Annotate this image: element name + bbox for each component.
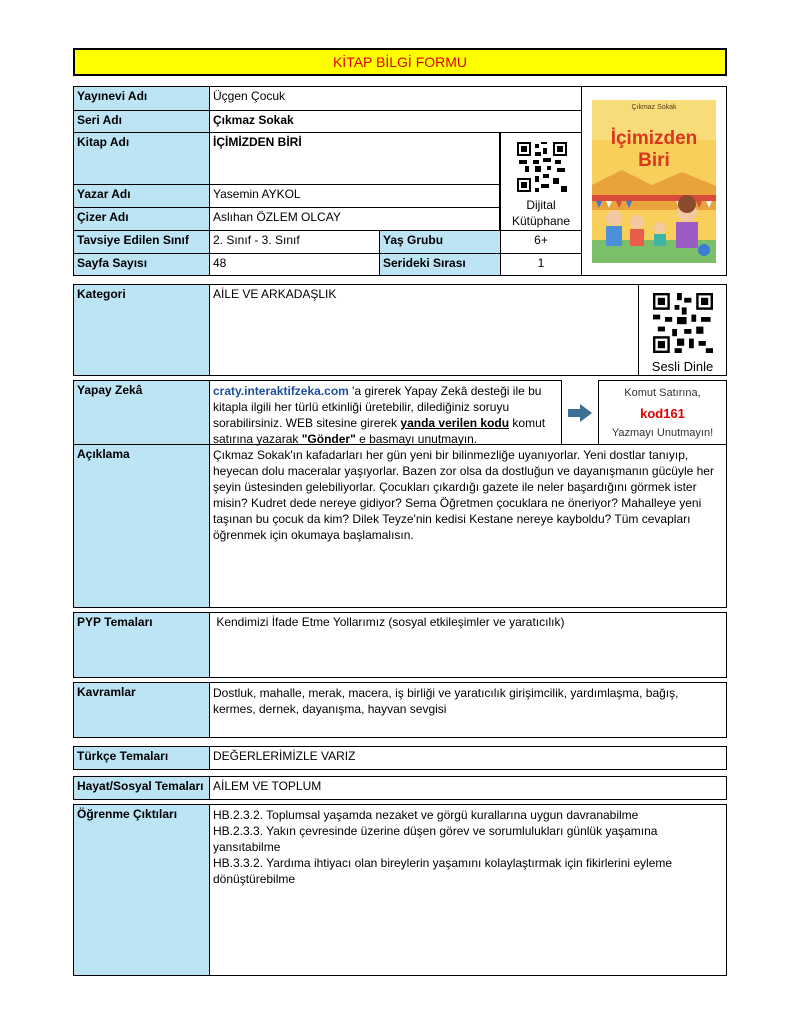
value-category: AİLE VE ARKADAŞLIK xyxy=(209,284,727,376)
form-title: KİTAP BİLGİ FORMU xyxy=(73,48,727,76)
ai-site-link[interactable]: craty.interaktifzeka.com xyxy=(213,384,349,398)
label-series: Seri Adı xyxy=(73,110,210,133)
value-illustrator: Aslıhan ÖZLEM OLCAY xyxy=(209,207,500,231)
label-author: Yazar Adı xyxy=(73,184,210,208)
cover-series: Çıkmaz Sokak xyxy=(631,104,677,111)
label-ai: Yapay Zekâ xyxy=(73,380,210,445)
label-pages: Sayfa Sayısı xyxy=(73,253,210,276)
outcome-item: HB.3.3.2. Yardıma ihtiyacı olan bireylerin yaşamını kolaylaştırmak için fikirlerini eyleme dönüştürebilme xyxy=(213,856,673,886)
label-life: Hayat/Sosyal Temaları xyxy=(73,776,210,800)
ai-description xyxy=(209,380,562,445)
label-grade: Tavsiye Edilen Sınıf xyxy=(73,230,210,254)
label-illustrator: Çizer Adı xyxy=(73,207,210,231)
digital-library-cell[interactable] xyxy=(500,132,582,231)
cover-title-line1: İçimizden xyxy=(610,128,698,149)
book-cover-image xyxy=(592,100,716,263)
label-book: Kitap Adı xyxy=(73,132,210,185)
command-line1: Komut Satırına, xyxy=(624,387,701,399)
book-cover-art xyxy=(592,100,716,263)
audio-qr-icon[interactable] xyxy=(653,293,713,353)
value-pyp: Kendimizi İfade Etme Yollarımız (sosyal etkileşimler ve yaratıcılık) xyxy=(209,612,727,678)
value-pages: 48 xyxy=(209,253,380,276)
ai-text-quote: "Gönder" xyxy=(301,432,356,446)
label-turkish: Türkçe Temaları xyxy=(73,746,210,770)
value-series: Çıkmaz Sokak xyxy=(209,110,582,133)
label-age: Yaş Grubu xyxy=(379,230,501,254)
digital-library-qr-icon[interactable] xyxy=(517,142,567,192)
label-category: Kategori xyxy=(73,284,210,376)
value-description: Çıkmaz Sokak'ın kafadarları her gün yeni bir bilinmezliğe uyanıyorlar. Yeni dostlar tanıyıp, heyecan dolu maceralar yaşıyorlar. Bazen zor olsa da dostluğun ve dayanışmanın gücüyle her şeyin üstesinden gelebiliyorlar. Çocukları çıkardığı gazete ile neler başardığını görmek ister misin? Kudret dede nereye gidiyor? Sema Öğretmen çocuklara ne öneriyor? Mahalleye yeni taşınan bu çocuk da kim? Dilek Teyze'nin kedisi Kestane nereye kayboldu? Tüm cevapları öğrenmek için okumaya başlamalısın. xyxy=(209,444,727,608)
arrow-right-icon xyxy=(568,404,592,425)
digital-library-label xyxy=(501,197,581,229)
value-turkish: DEĞERLERİMİZLE VARIZ xyxy=(209,746,727,770)
value-grade: 2. Sınıf - 3. Sınıf xyxy=(209,230,380,254)
digital-library-label-line2: Kütüphane xyxy=(511,214,571,228)
audio-label: Sesli Dinle xyxy=(651,359,714,374)
label-pyp: PYP Temaları xyxy=(73,612,210,678)
command-line2: Yazmayı Unutmayın! xyxy=(611,427,714,439)
value-author: Yasemin AYKOL xyxy=(209,184,500,208)
outcome-item: HB.2.3.3. Yakın çevresinde üzerine düşen görev ve sorumlulukları günlük yaşamına yansıtabilme xyxy=(213,824,658,854)
value-age: 6+ xyxy=(500,230,582,254)
ai-text-part1: 'a girerek Yapay Zekâ desteği ile bu kitapla ilgili her türlü etkinliği üretebilir, dilediğiniz soruyu sorabilirsiniz. WEB sitesine girerek xyxy=(213,384,542,430)
ai-text-part2: komut satırına yazarak xyxy=(213,416,546,446)
label-series-order: Serideki Sırası xyxy=(379,253,501,276)
value-book: İÇİMİZDEN BİRİ xyxy=(209,132,500,185)
label-publisher: Yayınevi Adı xyxy=(73,86,210,111)
label-description: Açıklama xyxy=(73,444,210,608)
label-concepts: Kavramlar xyxy=(73,682,210,738)
ai-text-underline: yanda verilen kodu xyxy=(400,416,510,430)
label-outcomes: Öğrenme Çıktıları xyxy=(73,804,210,976)
value-life: AİLEM VE TOPLUM xyxy=(209,776,727,800)
cover-title-line2: Biri xyxy=(638,150,670,171)
value-publisher: Üçgen Çocuk xyxy=(209,86,582,111)
command-code[interactable]: kod161 xyxy=(640,406,685,421)
value-series-order: 1 xyxy=(500,253,582,276)
ai-text-part3: e basmayı unutmayın. xyxy=(355,432,478,446)
value-concepts: Dostluk, mahalle, merak, macera, iş birliği ve yaratıcılık girişimcilik, yardımlaşma, bağış, kermes, dernek, dayanışma, hayvan sevgisi xyxy=(209,682,727,738)
command-box xyxy=(598,380,727,445)
outcome-item: HB.2.3.2. Toplumsal yaşamda nezaket ve görgü kurallarına uygun davranabilme xyxy=(213,808,639,822)
value-outcomes xyxy=(209,804,727,976)
audio-qr-cell[interactable] xyxy=(638,284,727,376)
digital-library-label-line1: Dijital xyxy=(526,198,556,212)
